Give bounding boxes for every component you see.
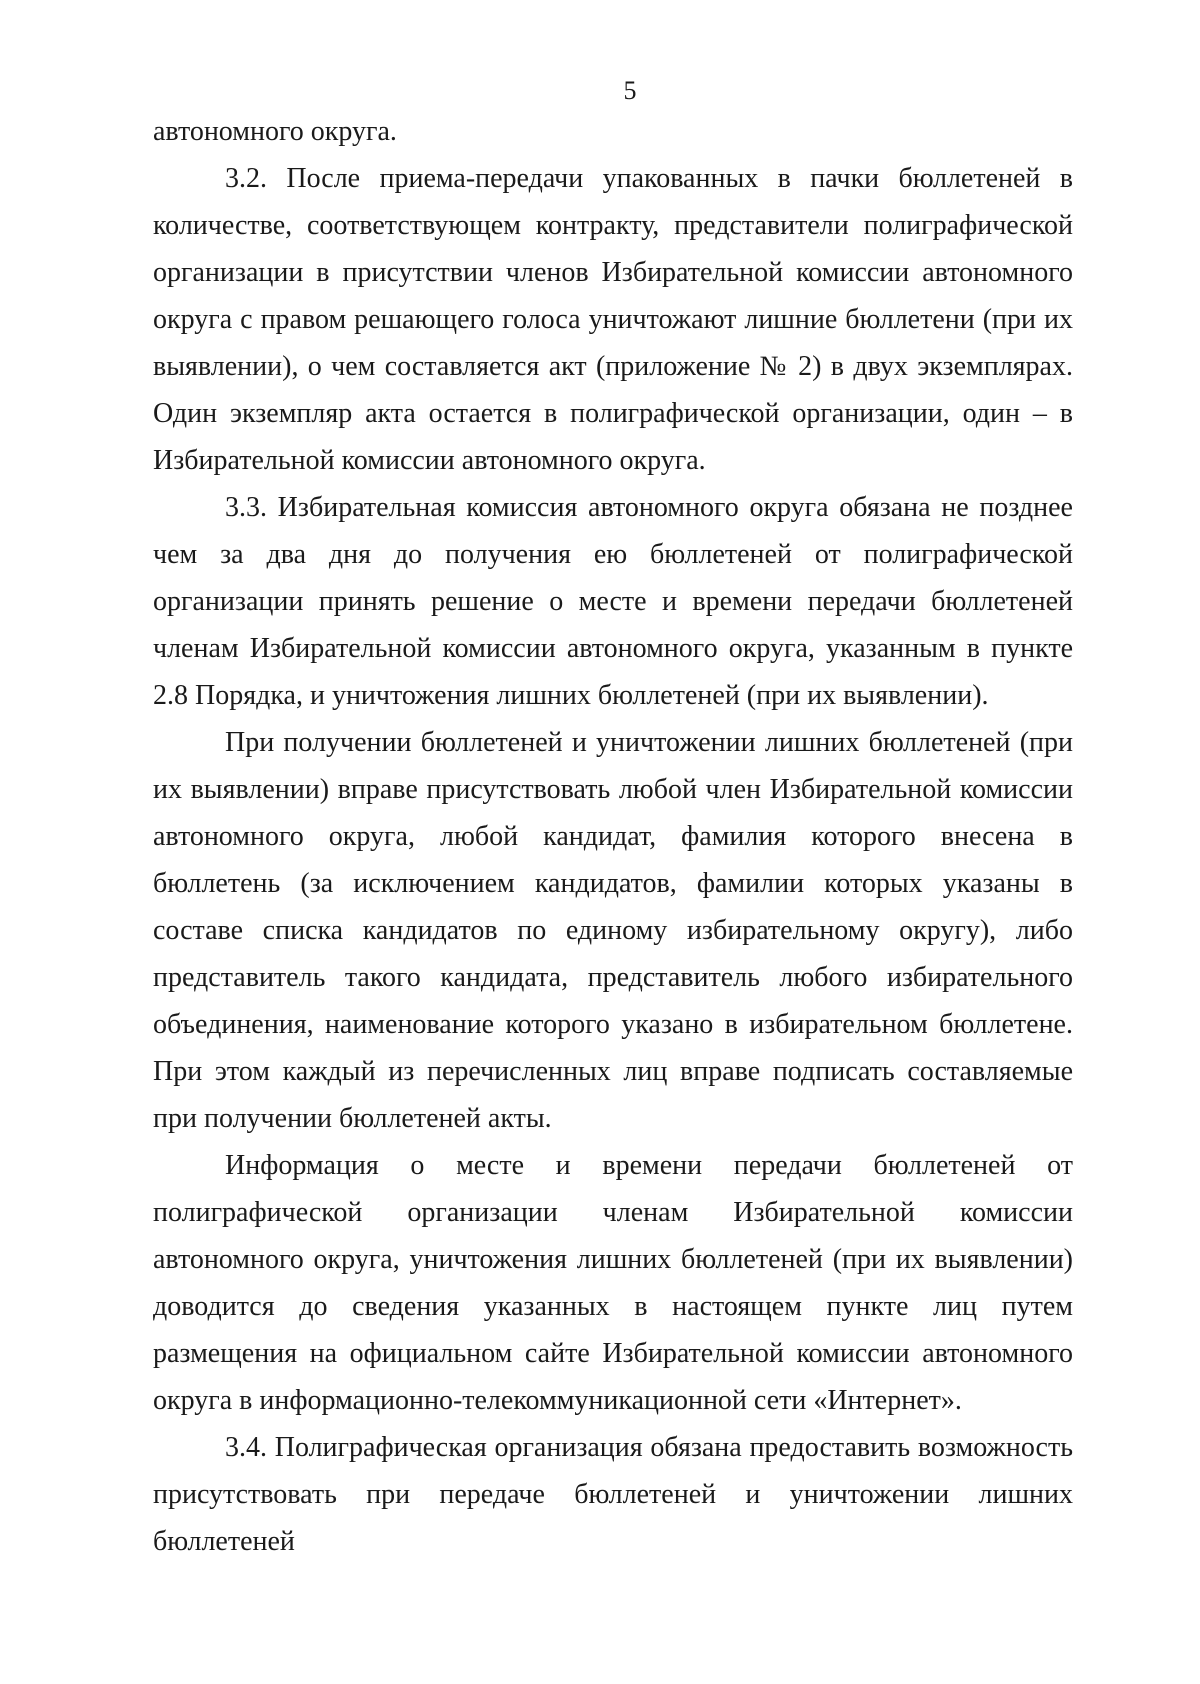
page-number: 5: [623, 76, 637, 105]
paragraph-information-notice: Информация о месте и времени передачи бюллетеней от полиграфической организации членам Избирательной комиссии автономного округа, уничтожения лишних бюллетеней (при их выявлении) доводится до сведения указанных в настоящем пункте лиц путем размещения на официальном сайте Избирательной комиссии автономного округа в информационно-телекоммуникационной сети «Интернет».: [153, 1150, 1073, 1416]
paragraph-3-2: 3.2. После приема-передачи упакованных в пачки бюллетеней в количестве, соответствующем контракту, представители полиграфической организации в присутствии членов Избирательной комиссии автономного округа с правом решающего голоса уничтожают лишние бюллетени (при их выявлении), о чем составляется акт (приложение № 2) в двух экземплярах. Один экземпляр акта остается в полиграфической организации, один – в Избирательной комиссии автономного округа.: [153, 163, 1073, 476]
paragraph-attendance-rights: При получении бюллетеней и уничтожении лишних бюллетеней (при их выявлении) вправе присутствовать любой член Избирательной комиссии автономного округа, любой кандидат, фамилия которого внесена в бюллетень (за исключением кандидатов, фамилии которых указаны в составе списка кандидатов по единому избирательному округу), либо представитель такого кандидата, представитель любого избирательного объединения, наименование которого указано в избирательном бюллетене. При этом каждый из перечисленных лиц вправе подписать составляемые при получении бюллетеней акты.: [153, 727, 1073, 1134]
paragraph-3-3: 3.3. Избирательная комиссия автономного округа обязана не позднее чем за два дня до получения ею бюллетеней от полиграфической организации принять решение о месте и времени передачи бюллетеней членам Избирательной комиссии автономного округа, указанным в пункте 2.8 Порядка, и уничтожения лишних бюллетеней (при их выявлении).: [153, 492, 1073, 711]
paragraph-3-4: 3.4. Полиграфическая организация обязана предоставить возможность присутствовать при передаче бюллетеней и уничтожении лишних бюллетеней: [153, 1432, 1073, 1557]
paragraph-continuation: автономного округа.: [153, 116, 397, 147]
document-body: [153, 108, 1073, 1565]
